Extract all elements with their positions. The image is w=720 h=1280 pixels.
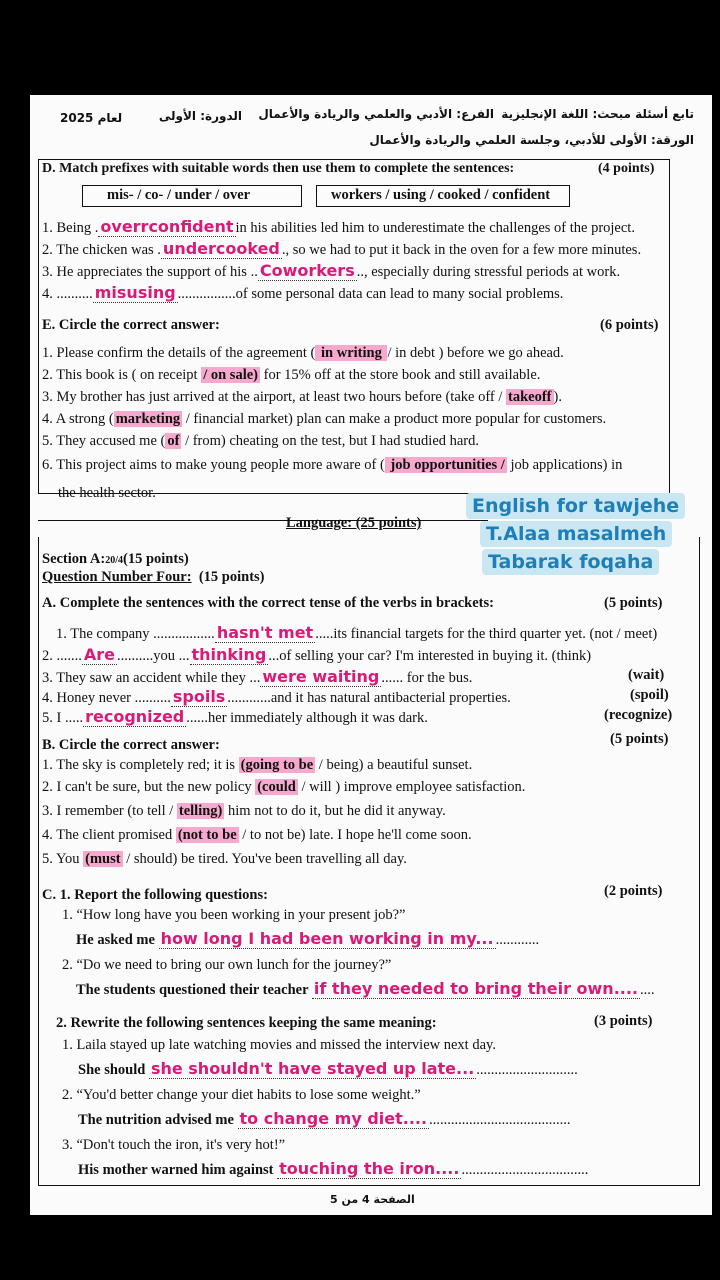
e-choice-6: job opportunities /	[386, 457, 505, 473]
rewrite-points: (3 points)	[594, 1013, 653, 1029]
word-list: workers / using / cooked / confident	[331, 187, 551, 203]
e-choice-1: in writing	[317, 345, 386, 361]
prefix-list: mis- / co- / under / over	[107, 187, 251, 203]
c-answer-row-1: He asked me how long I had been working in my... ............	[76, 929, 540, 948]
b-item-5: 5. You (must / should) be tired. You've been travelling all day.	[42, 851, 407, 867]
section-a-title: A. Complete the sentences with the correct tense of the verbs in brackets:	[42, 595, 494, 611]
d-item-1: 1. Being . overrconfident in his abilities led him to underestimate the challenges of the project.	[42, 217, 635, 236]
c-answer-2: if they needed to bring their own....	[313, 979, 638, 998]
c-answer-row-2: The students questioned their teacher if they needed to bring their own.... ....	[76, 979, 655, 998]
section-b-title: B. Circle the correct answer:	[42, 737, 220, 753]
exam-page	[30, 95, 712, 1215]
b-choice-5: (must	[85, 851, 121, 867]
e-choice-2: / on sale)	[203, 367, 258, 383]
r-sentence-1: 1. Laila stayed up late watching movies and missed the interview next day.	[62, 1037, 496, 1053]
a-answer-5: recognized	[85, 707, 185, 726]
section-a-c-frame	[38, 537, 700, 1186]
e-item-3: 3. My brother has just arrived at the airport, at least two hours before (take off / takeoff ).	[42, 389, 562, 405]
r-sentence-2: 2. “You'd better change your diet habits to lose some weight.”	[62, 1087, 421, 1103]
section-c-points: (2 points)	[604, 883, 663, 899]
rewrite-title: 2. Rewrite the following sentences keeping the same meaning:	[56, 1015, 437, 1031]
r-answer-row-1: She should she shouldn't have stayed up late... ............................	[78, 1059, 578, 1078]
b-item-4: 4. The client promised (not to be / to not be) late. I hope he'll come soon.	[42, 827, 472, 843]
header-session: الدورة: الأولى	[158, 109, 242, 123]
a-answer-2a: Are	[83, 645, 115, 664]
a-verb-5: (recognize)	[604, 707, 673, 723]
header-paper: الورقة: الأولى للأدبي، وجلسة العلمي والريادة والأعمال	[369, 133, 694, 147]
prefix-box	[82, 185, 302, 207]
a-answer-1: hasn't met	[216, 623, 314, 642]
header-year: لعام 2025	[60, 111, 123, 125]
a-item-4: 4. Honey never .......... spoils ............and it has natural antibacterial properties.	[42, 687, 511, 706]
e-choice-5: of	[167, 433, 180, 449]
c-question-2: 2. “Do we need to bring our own lunch for the journey?”	[62, 957, 392, 973]
header-subject: تابع أسئلة مبحث: اللغة الإنجليزية	[501, 107, 694, 121]
e-item-5: 5. They accused me ( of / from) cheating on the test, but I had studied hard.	[42, 433, 480, 449]
b-item-1: 1. The sky is completely red; it is (going to be / being) a beautiful sunset.	[42, 757, 473, 773]
r-sentence-3: 3. “Don't touch the iron, it's very hot!”	[62, 1137, 286, 1153]
a-answer-2b: thinking	[191, 645, 267, 664]
b-choice-2: (could	[257, 779, 296, 795]
watermark-line-3: Tabarak foqaha	[482, 549, 659, 575]
a-item-5: 5. I ..... recognized ......her immediately although it was dark.	[42, 707, 428, 726]
header-branch: الفرع: الأدبي والعلمي والريادة والأعمال	[258, 107, 494, 121]
a-answer-3: were waiting	[262, 667, 380, 686]
a-verb-4: (spoil)	[630, 687, 669, 703]
r-answer-3: touching the iron....	[279, 1159, 460, 1178]
section-a-label: Section A:20/4(15 points)	[42, 551, 189, 567]
watermark-line-2: T.Alaa masalmeh	[480, 521, 672, 547]
section-d-points: (4 points)	[598, 161, 655, 176]
page-footer: الصفحة 4 من 5	[330, 1193, 415, 1206]
b-choice-1: (going to be	[240, 757, 314, 773]
e-item-4: 4. A strong ( marketing / financial market) plan can make a product more popular for customers.	[42, 411, 607, 427]
d-item-3: 3. He appreciates the support of his .. Coworkers .., especially during stressful periods at work.	[42, 261, 621, 280]
a-item-3: 3. They saw an accident while they ... were waiting ...... for the bus.	[42, 667, 473, 686]
a-verb-3: (wait)	[628, 667, 665, 683]
answer-1: overrconfident	[100, 217, 234, 236]
section-a-points: (5 points)	[604, 595, 663, 611]
b-item-2: 2. I can't be sure, but the new policy (could / will ) improve employee satisfaction.	[42, 779, 526, 795]
b-choice-3: telling)	[178, 803, 223, 819]
a-item-2: 2. ....... Are ..........you ... thinking ...of selling your car? I'm interested in buying it. (think)	[42, 645, 592, 664]
b-item-3: 3. I remember (to tell / telling) him not to do it, but he did it anyway.	[42, 803, 446, 819]
e-item-1: 1. Please confirm the details of the agreement ( in writing / in debt ) before we go ahead.	[42, 345, 564, 361]
watermark-line-1: English for tawjehe	[466, 493, 685, 519]
answer-3: Coworkers	[259, 261, 355, 280]
c-question-1: 1. “How long have you been working in your present job?”	[62, 907, 406, 923]
section-c-title: C. 1. Report the following questions:	[42, 887, 268, 903]
language-heading: Language: (25 points)	[286, 515, 422, 531]
e-item-6-cont: the health sector.	[58, 485, 156, 501]
e-item-2: 2. This book is ( on receipt / on sale) for 15% off at the store book and still available.	[42, 367, 541, 383]
word-box	[316, 185, 570, 207]
question-four: Question Number Four: (15 points)	[42, 569, 265, 585]
section-d-title: D. Match prefixes with suitable words then use them to complete the sentences:	[42, 161, 515, 176]
e-choice-3: takeoff	[508, 389, 552, 405]
r-answer-row-2: The nutrition advised me to change my diet.... .......................................	[78, 1109, 571, 1128]
a-item-1: 1. The company ................. hasn't met .....its financial targets for the third quarter yet. (not / meet)	[56, 623, 658, 642]
d-item-4: 4. .......... misusing ................of some personal data can lead to many social problems.	[42, 283, 564, 302]
e-choice-4: marketing	[115, 411, 181, 427]
a-answer-4: spoils	[172, 687, 226, 706]
r-answer-2: to change my diet....	[239, 1109, 428, 1128]
section-b-points: (5 points)	[610, 731, 669, 747]
section-e-points: (6 points)	[600, 317, 659, 333]
d-item-2: 2. The chicken was . undercooked ., so we had to put it back in the oven for a few more minutes.	[42, 239, 642, 258]
r-answer-1: she shouldn't have stayed up late...	[150, 1059, 475, 1078]
c-answer-1: how long I had been working in my...	[160, 929, 494, 948]
r-answer-row-3: His mother warned him against touching the iron.... ...................................	[78, 1159, 589, 1178]
answer-4: misusing	[94, 283, 176, 302]
e-item-6: 6. This project aims to make young people more aware of ( job opportunities / job applications) in	[42, 457, 623, 473]
b-choice-4: (not to be	[177, 827, 237, 843]
section-e-title: E. Circle the correct answer:	[42, 317, 220, 333]
answer-2: undercooked	[162, 239, 280, 258]
